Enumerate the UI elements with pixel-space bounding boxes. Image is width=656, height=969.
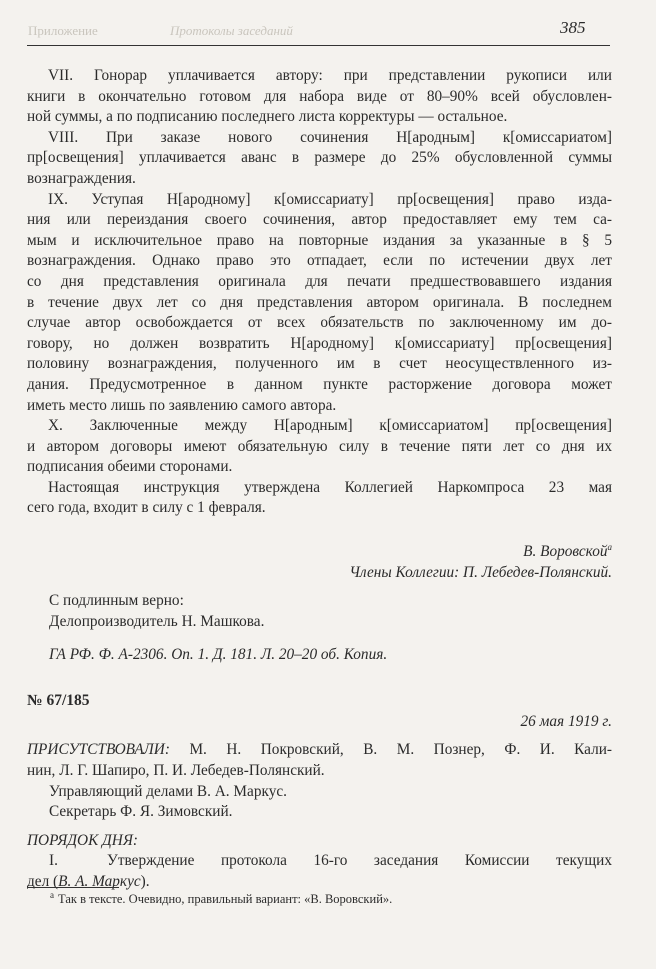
present-line (27, 740, 612, 761)
text-line: пр[освещения] уплачивается аванс в размере до 25% обусловленной суммы (27, 149, 612, 167)
clerk-signature: Делопроизводитель Н. Машкова. (49, 612, 265, 630)
agenda-item-text (107, 851, 612, 872)
text-line: подписания обеими сторонами. (27, 458, 233, 476)
bleed-through-header-right: Протоколы заседаний (170, 23, 293, 38)
text-line: VIII. При заказе нового сочинения Н[ародным] к[омиссариатом] (48, 128, 612, 146)
bleed-through-header-left: Приложение (28, 23, 98, 38)
text-line: X. Заключенные между Н[ародным] к[омиссариатом] пр[освещения] (48, 417, 612, 435)
text-line: IX. Уступая Н[ародному] к[омиссариату] пр[освещения] право изда- (48, 190, 612, 208)
text-line: Настоящая инструкция утверждена Коллегией Наркомпроса 23 мая (48, 478, 612, 496)
text-line: VII. Гонорар уплачивается автору: при представлении рукописи или (48, 67, 612, 84)
paragraph-instruction (27, 478, 612, 519)
document-number: № 67/185 (27, 692, 90, 710)
text-line: случае автор освобождается от всех обязательств по заключенному им до- (27, 314, 612, 332)
text-line: дания. Предусмотренное в данном пункте расторжение договора может (27, 375, 612, 393)
text-line: вознаграждения. (27, 169, 136, 187)
agenda-item-continuation: дел (В. А. Маркус). (27, 872, 150, 890)
text-line: ной суммы, а по подписанию последнего листа корректуры — остальное. (27, 108, 508, 126)
footnote-rule (27, 887, 119, 888)
document-date: 26 мая 1919 г. (520, 712, 612, 730)
page-number: 385 (560, 18, 586, 37)
agenda-item (27, 851, 612, 872)
text-line: со дня представления оригинала для печати предшествовавшего издания (27, 272, 612, 290)
manager-line: Управляющий делами В. А. Маркус. (49, 782, 287, 800)
text-line: половину вознаграждения, полученного им в счет неосуществленного из- (27, 355, 612, 373)
text-line: сего года, входит в силу с 1 февраля. (27, 499, 266, 517)
collegium-members: Члены Коллегии: П. Лебедев-Полянский. (349, 563, 612, 581)
paragraph-viii (27, 128, 612, 190)
archive-reference: ГА РФ. Ф. А-2306. Оп. 1. Д. 181. Л. 20–20 об. Копия. (49, 645, 388, 663)
agenda-item-number: I. (49, 852, 58, 870)
copy-true-note: С подлинным верно: (49, 592, 184, 610)
text-line: говору, но должен возвратить Н[ародному] к[омиссариату] пр[освещения] (27, 334, 612, 352)
text-line: мым и исключительное право на повторные издания за указанные в § 5 (27, 231, 612, 249)
text-line: иметь место лишь по заявлению самого автора. (27, 396, 337, 414)
present-label: ПРИСУТСТВОВАЛИ: (27, 741, 170, 759)
main-text (27, 66, 612, 892)
signature-name: В. Воровской$^а$ (523, 542, 612, 561)
secretary-line: Секретарь Ф. Я. Зимовский. (49, 803, 233, 821)
paragraph-x (27, 416, 612, 478)
text-line: Утверждение протокола 16-го заседания Комиссии текущих (107, 852, 612, 870)
paragraph-ix (27, 190, 612, 417)
text-line: нин, Л. Г. Шапиро, П. И. Лебедев-Полянский. (27, 761, 325, 779)
header-rule (27, 45, 610, 46)
text-line: вознаграждения. Однако право это отпадает, если по истечении двух лет (27, 252, 612, 270)
text-line: и автором договоры имеют обязательную силу в течение пяти лет со дня их (27, 437, 612, 455)
paragraph-vii (27, 66, 612, 128)
footnote-mark: а (607, 542, 612, 553)
agenda-title: ПОРЯДОК ДНЯ: (27, 831, 138, 849)
text-line: книги в окончательно готовом для набора виде от 80–90% всей обусловлен- (27, 87, 612, 105)
footnote (50, 890, 392, 907)
text-line: в течение двух лет со дня представления автором оригинала. В последнем (27, 293, 612, 311)
footnote-mark: а (50, 890, 54, 900)
present-names: М. Н. Покровский, В. М. Познер, Ф. И. Кали- (169, 741, 612, 759)
footnote-text: Так в тексте. Очевидно, правильный вариант: «В. Воровский». (58, 892, 393, 907)
text-line: ния или переиздания своего сочинения, автор предоставляет ему тем са- (27, 211, 612, 229)
present-list (27, 740, 612, 781)
